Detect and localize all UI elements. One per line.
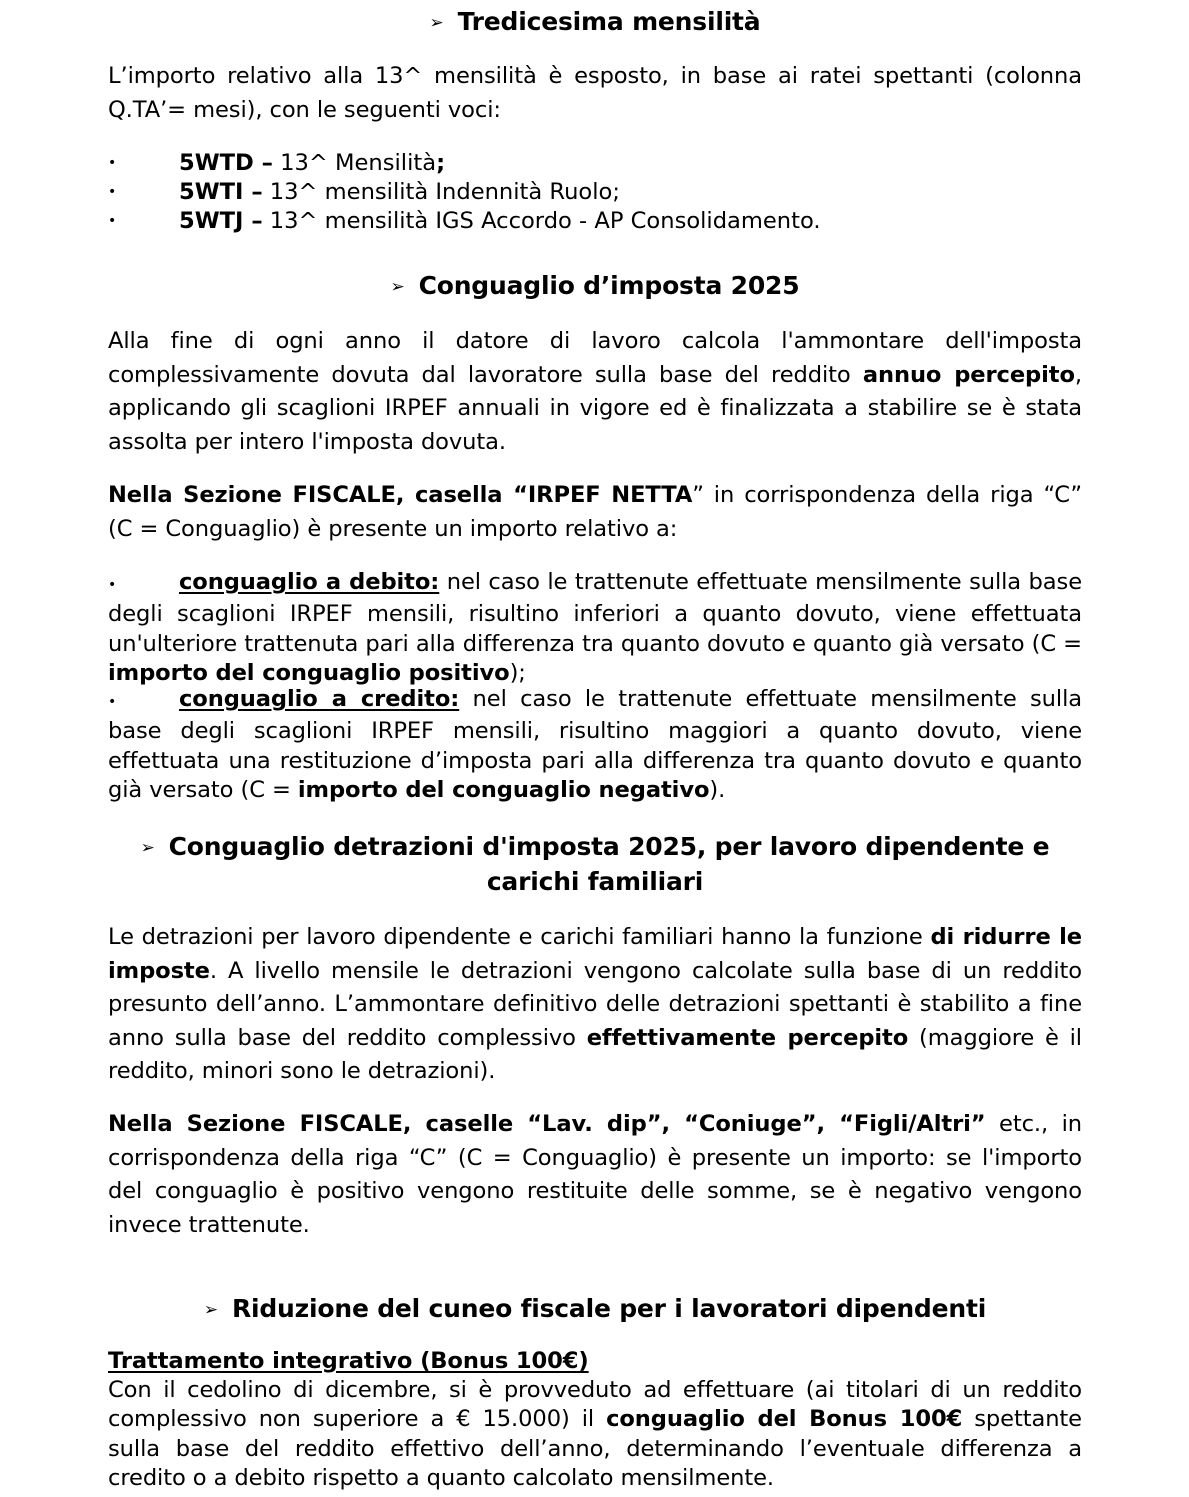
- paragraph-irpef-netta: Nella Sezione FISCALE, casella “IRPEF NETTA” in corrispondenza della riga “C” (C = Conguaglio) è presente un importo relativo a:: [108, 482, 1082, 542]
- bullet-conguaglio-debito: • conguaglio a debito: nel caso le trattenute effettuate mensilmente sulla base degli scaglioni IRPEF mensili, risultino inferiori a quanto dovuto, viene effettuata un'ulteriore trattenuta pari alla differenza tra quanto dovuto e quanto già versato (C = importo del conguaglio positivo);: [108, 569, 1082, 686]
- arrow-bullet-icon: ➢: [203, 1300, 218, 1320]
- paragraph-caselle-fiscali: Nella Sezione FISCALE, caselle “Lav. dip”, “Coniuge”, “Figli/Altri” etc., in corrispondenza della riga “C” (C = Conguaglio) è presente un importo: se l'importo del conguaglio è positivo vengono restituite delle somme, se è negativo vengono invece trattenute.: [108, 1111, 1083, 1238]
- bullet-icon: •: [108, 184, 117, 200]
- bullet-icon: •: [108, 694, 117, 710]
- heading-cuneo-fiscale: ➢ Riduzione del cuneo fiscale per i lavoratori dipendenti: [203, 1294, 987, 1323]
- bullet-conguaglio-credito: • conguaglio a credito: nel caso le trattenute effettuate mensilmente sulla base degli scaglioni IRPEF mensili, risultino maggiori a quanto dovuto, viene effettuata una restituzione d’imposta pari alla differenza tra quanto dovuto e quanto già versato (C = importo del conguaglio negativo).: [108, 686, 1082, 803]
- paragraph-tredicesima-intro: L’importo relativo alla 13^ mensilità è esposto, in base ai ratei spettanti (colonna Q.TA’= mesi), con le seguenti voci:: [108, 63, 1082, 123]
- paragraph-bonus: Con il cedolino di dicembre, si è provveduto ad effettuare (ai titolari di un reddito complessivo non superiore a € 15.000) il conguaglio del Bonus 100€ spettante sulla base del reddito effettivo dell’anno, determinando l’eventuale differenza a credito o a debito rispetto a quanto calcolato mensilmente.: [108, 1377, 1082, 1491]
- bullet-icon: •: [108, 155, 117, 171]
- bullet-icon: •: [108, 577, 117, 593]
- paragraph-conguaglio-intro: Alla fine di ogni anno il datore di lavoro calcola l'ammontare dell'imposta complessivamente dovuta dal lavoratore sulla base del reddito annuo percepito, applicando gli scaglioni IRPEF annuali in vigore ed è finalizzata a stabilire se è stata assolta per intero l'imposta dovuta.: [108, 328, 1082, 455]
- bullet-icon: •: [108, 213, 117, 229]
- heading-conguaglio-imposta: ➢ Conguaglio d’imposta 2025: [390, 271, 800, 300]
- arrow-bullet-icon: ➢: [140, 838, 155, 858]
- arrow-bullet-icon: ➢: [390, 277, 405, 297]
- heading-tredicesima: ➢ Tredicesima mensilità: [429, 7, 761, 36]
- subheading-trattamento-integrativo: Trattamento integrativo (Bonus 100€): [108, 1348, 589, 1374]
- paragraph-detrazioni: Le detrazioni per lavoro dipendente e carichi familiari hanno la funzione di ridurre le imposte. A livello mensile le detrazioni vengono calcolate sulla base di un reddito presunto dell’anno. L’ammontare definitivo delle detrazioni spettanti è stabilito a fine anno sulla base del reddito complessivo effettivamente percepito (maggiore è il reddito, minori sono le detrazioni).: [108, 924, 1083, 1084]
- heading-conguaglio-detrazioni: ➢ Conguaglio detrazioni d'imposta 2025, per lavoro dipendente e: [140, 832, 1050, 861]
- arrow-bullet-icon: ➢: [429, 13, 444, 33]
- heading-conguaglio-detrazioni-line2: carichi familiari: [486, 867, 704, 896]
